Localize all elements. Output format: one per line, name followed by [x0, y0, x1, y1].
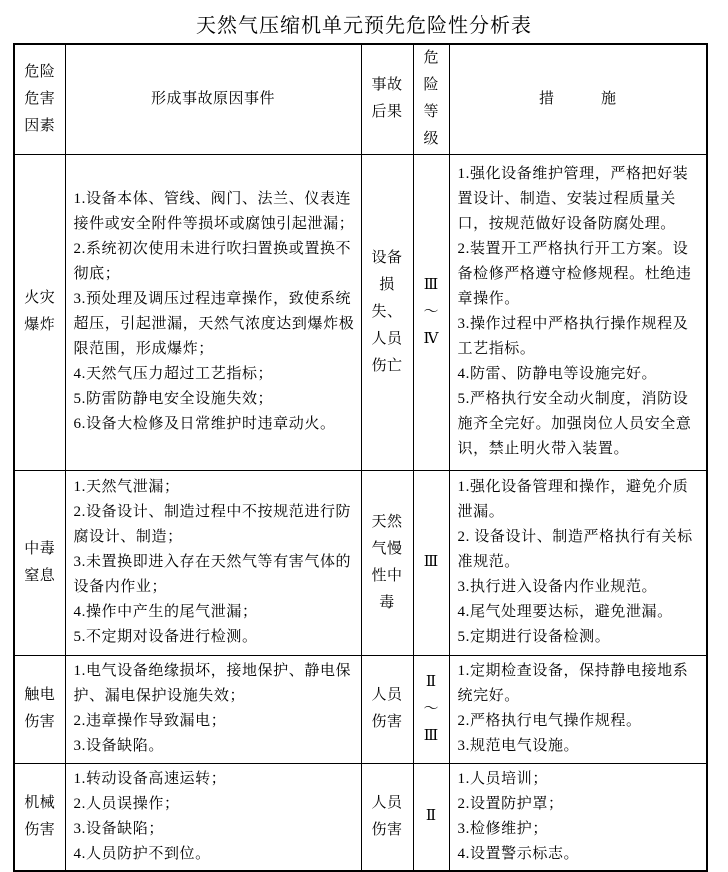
level-label: Ⅱ～Ⅲ: [423, 673, 439, 744]
cause-item: 2.违章操作导致漏电；: [73, 713, 227, 729]
measure-item: 5.严格执行安全动火制度，消防设施齐全完好。加强岗位人员安全意识，禁止明火带入装置。: [457, 391, 692, 457]
cause-item: 2.设备设计、制造过程中不按规范进行防腐设计、制造；: [73, 504, 352, 545]
level-cell: [413, 154, 449, 470]
header-measures-label: 措 施: [538, 90, 617, 107]
consequence-label: 设备损失、人员伤亡: [371, 249, 403, 374]
header-hazard-level-label: 危险等级: [423, 50, 439, 148]
cause-item: 1.转动设备高速运转；: [73, 770, 227, 787]
level-label: Ⅱ: [425, 808, 437, 824]
causes-cell: [65, 763, 361, 871]
measure-item: 1.人员培训；: [457, 770, 548, 787]
hazard-cell: [14, 655, 65, 763]
cause-item: 2.人员误操作；: [73, 795, 180, 812]
measure-item: 4.防雷、防静电等设施完好。: [457, 366, 658, 382]
header-hazard-factor: [14, 44, 65, 154]
cause-item: 3.未置换即进入存在天然气等有害气体的设备内作业；: [73, 554, 352, 595]
hazard-label: 中毒窒息: [24, 540, 56, 584]
cause-item: 4.操作中产生的尾气泄漏；: [73, 604, 258, 620]
measure-item: 4.尾气处理要达标，避免泄漏。: [457, 604, 673, 620]
measure-item: 3.执行进入设备内作业规范。: [457, 579, 658, 595]
level-cell: [413, 470, 449, 655]
measure-item: 3.规范电气设施。: [457, 738, 580, 754]
measures-cell: [449, 763, 707, 871]
cause-item: 4.人员防护不到位。: [73, 845, 211, 862]
level-cell: [413, 655, 449, 763]
causes-cell: [65, 470, 361, 655]
table-header-row: [14, 44, 707, 154]
table-row-poisoning-asphyxiation: [14, 470, 707, 655]
level-label: Ⅲ～Ⅳ: [423, 276, 439, 347]
header-consequence-label: 事故后果: [371, 77, 403, 121]
header-cause-events: [65, 44, 361, 154]
measure-item: 5.定期进行设备检测。: [457, 629, 611, 645]
hazard-cell: [14, 470, 65, 655]
table-row-electric-shock: [14, 655, 707, 763]
hazard-label: 机械伤害: [24, 794, 56, 838]
header-hazard-level: [413, 44, 449, 154]
cause-item: 1.天然气泄漏；: [73, 479, 180, 495]
measures-cell: [449, 655, 707, 763]
cause-item: 2.系统初次使用未进行吹扫置换或置换不彻底；: [73, 241, 352, 282]
table-row-mechanical-injury: [14, 763, 707, 871]
measure-item: 1.强化设备管理和操作，避免介质泄漏。: [457, 479, 689, 520]
causes-cell: [65, 655, 361, 763]
hazard-cell: [14, 154, 65, 470]
causes-cell: [65, 154, 361, 470]
cause-item: 3.预处理及调压过程违章操作，致使系统超压，引起泄漏，天然气浓度达到爆炸极限范围，形成爆炸；: [73, 291, 355, 357]
measure-item: 3.检修维护；: [457, 820, 548, 837]
header-hazard-factor-label: 危险危害因素: [24, 63, 56, 134]
consequence-cell: [361, 763, 413, 871]
measures-cell: [449, 470, 707, 655]
measures-cell: [449, 154, 707, 470]
cause-item: 6.设备大检修及日常维护时违章动火。: [73, 416, 336, 432]
header-cause-events-label: 形成事故原因事件: [150, 90, 275, 107]
consequence-cell: [361, 470, 413, 655]
measure-item: 2.装置开工严格执行开工方案。设备检修严格遵守检修规程。杜绝违章操作。: [457, 241, 692, 307]
cause-item: 1.电气设备绝缘损坏，接地保护、静电保护、漏电保护设施失效；: [73, 663, 352, 704]
hazard-label: 触电伤害: [24, 687, 56, 730]
measure-item: 2.严格执行电气操作规程。: [457, 713, 642, 729]
measure-item: 2. 设备设计、制造严格执行有关标准规范。: [457, 529, 693, 570]
consequence-label: 天然气慢性中毒: [371, 513, 403, 611]
cause-item: 1.设备本体、管线、阀门、法兰、仪表连接件或安全附件等损坏或腐蚀引起泄漏；: [73, 191, 355, 232]
measure-item: 3.操作过程中严格执行操作规程及工艺指标。: [457, 316, 689, 357]
cause-item: 3.设备缺陷。: [73, 738, 164, 754]
measure-item: 4.设置警示标志。: [457, 845, 580, 862]
consequence-label: 人员伤害: [371, 794, 403, 838]
cause-item: 4.天然气压力超过工艺指标；: [73, 366, 274, 382]
level-label: Ⅲ: [423, 554, 439, 570]
measure-item: 2.设置防护罩；: [457, 795, 564, 812]
consequence-label: 人员伤害: [371, 687, 403, 730]
cause-item: 5.不定期对设备进行检测。: [73, 629, 258, 645]
consequence-cell: [361, 154, 413, 470]
hazard-analysis-table: [13, 43, 708, 872]
hazard-label: 火灾爆炸: [24, 290, 56, 333]
consequence-cell: [361, 655, 413, 763]
hazard-cell: [14, 763, 65, 871]
table-row-fire-explosion: [14, 154, 707, 470]
level-cell: [413, 763, 449, 871]
header-consequence: [361, 44, 413, 154]
header-measures: [449, 44, 707, 154]
cause-item: 3.设备缺陷；: [73, 820, 164, 837]
document-title: 天然气压缩机单元预先危险性分析表: [196, 15, 532, 37]
measure-item: 1.强化设备维护管理，严格把好装置设计、制造、安装过程质量关口，按规范做好设备防腐处理。: [457, 166, 689, 232]
measure-item: 1.定期检查设备，保持静电接地系统完好。: [457, 663, 689, 704]
cause-item: 5.防雷防静电安全设施失效；: [73, 391, 274, 407]
